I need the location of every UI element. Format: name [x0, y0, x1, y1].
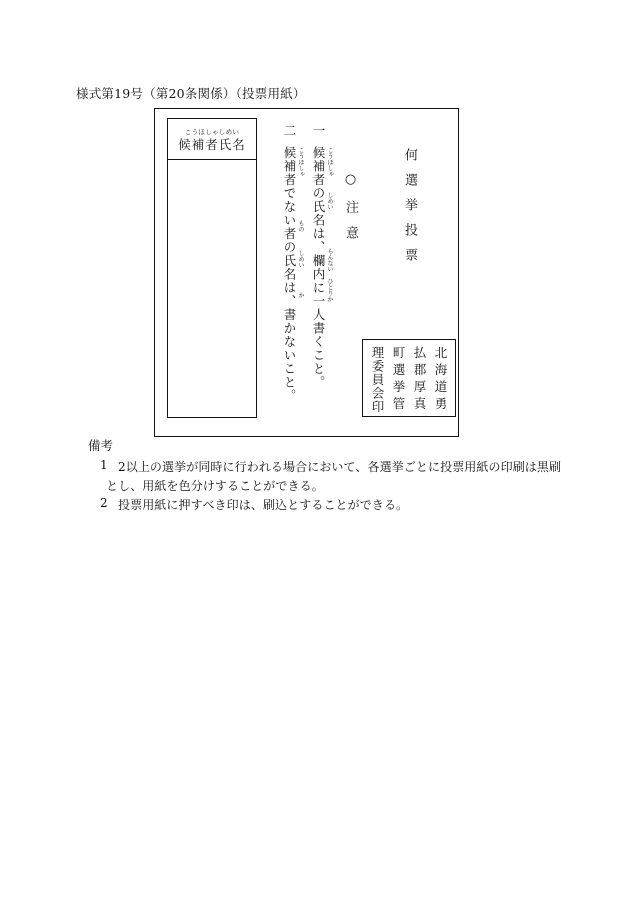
- instruction-2-number: 二: [282, 124, 297, 138]
- notice-heading: ○注意: [343, 172, 358, 252]
- instruction-1-number: 一: [311, 124, 326, 138]
- candidate-name-box: [167, 118, 257, 418]
- form-number: 様式第19号（第20条関係）（投票用紙）: [76, 86, 306, 101]
- candidate-name-label: 候補者氏名: [178, 137, 246, 152]
- note-1-line-1: 2以上の選挙が同時に行われる場合において、各選挙ごとに投票用紙の印刷は黒刷: [118, 460, 562, 474]
- note-2-line-1: 投票用紙に押すべき印は、刷込とすることができる。: [118, 498, 409, 512]
- instruction-2-ruby-2: もの: [297, 220, 304, 232]
- instruction-1-ruby-3: らんない: [326, 248, 333, 272]
- note-1-line-2: とし、用紙を色分けすることができる。: [106, 479, 324, 493]
- candidate-name-header: [168, 119, 256, 160]
- instruction-1-ruby-4: ひとりか: [326, 278, 333, 302]
- notes-title: 備考: [88, 438, 114, 453]
- instruction-1-ruby-1: こうほしゃ: [326, 147, 333, 177]
- seal-column-1: 北海道勇: [433, 346, 448, 414]
- instruction-1-text: 候補者の氏名は、欄内に一人書くこと。: [311, 146, 326, 389]
- seal-column-3: 町選挙管: [391, 346, 406, 414]
- candidate-name-ruby: こうほしゃしめい: [184, 128, 240, 136]
- seal-column-4: 理委員会印: [370, 346, 385, 414]
- instruction-1-ruby-2: しめい: [326, 192, 333, 210]
- note-2-number: 2: [100, 496, 108, 510]
- ballot-title: 何選挙投票: [402, 148, 417, 273]
- instruction-2-ruby-1: こうほしゃ: [297, 147, 304, 177]
- instruction-2-ruby-4: か: [297, 292, 304, 298]
- seal-column-2: 払郡厚真: [412, 346, 427, 414]
- instruction-2-text: 候補者でない者の氏名は、書かないこと。: [282, 146, 297, 403]
- note-1-number: 1: [100, 458, 108, 472]
- candidate-name-write-field[interactable]: [168, 160, 256, 417]
- election-board-seal: [362, 339, 456, 417]
- instruction-2-ruby-3: しめい: [297, 250, 304, 268]
